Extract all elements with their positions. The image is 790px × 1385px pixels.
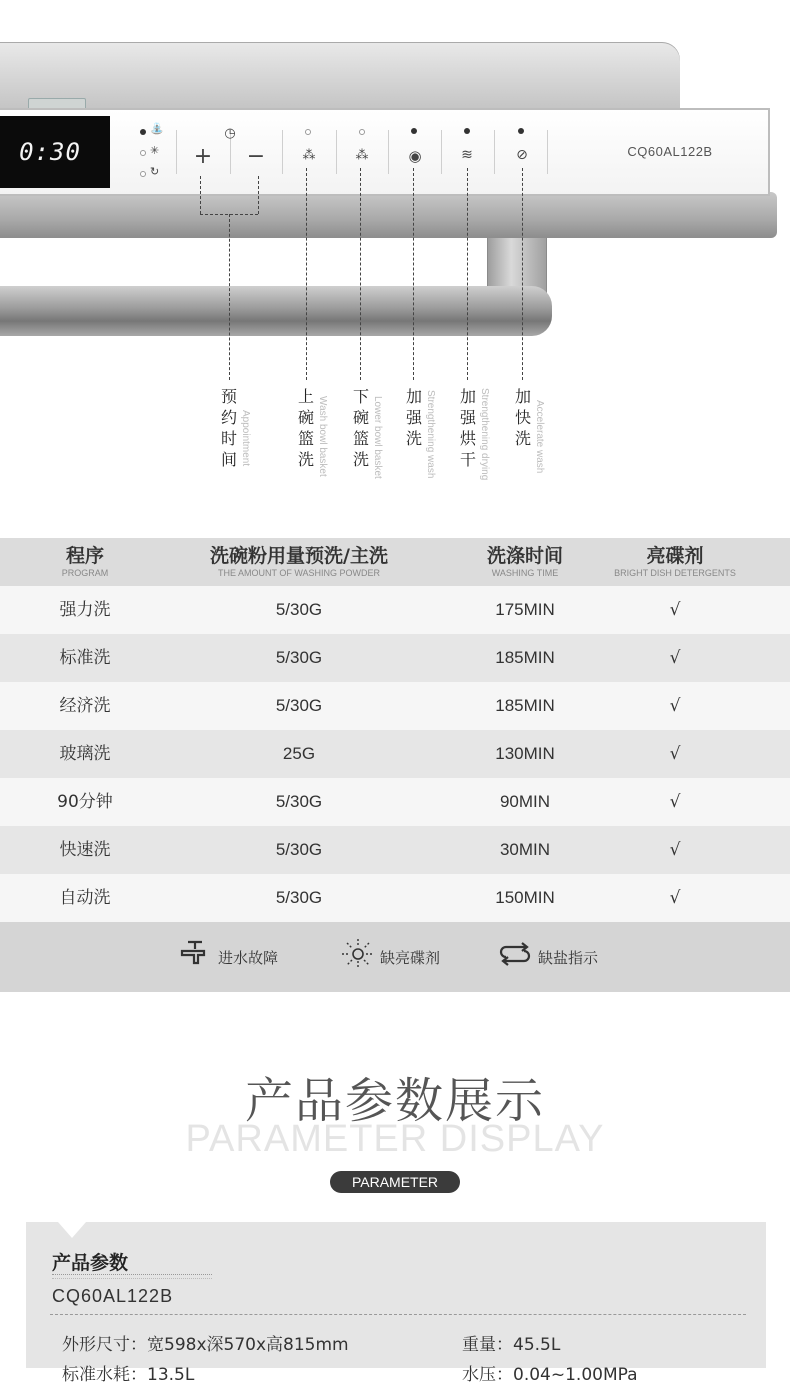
divider (50, 1314, 746, 1315)
minus-button[interactable]: − (246, 144, 266, 169)
divider (388, 130, 389, 174)
table-row (0, 730, 790, 778)
callout-intensive-dry: 加强烘干 (459, 387, 476, 469)
callout-intensive-wash: 加强洗 (405, 387, 422, 448)
legend-item (496, 942, 598, 972)
clock-icon: ◷ (224, 126, 236, 141)
program-table (0, 538, 790, 922)
program-name: 自动洗 (59, 888, 111, 908)
legend-label: 进水故障 (218, 948, 279, 967)
sparkle-icon: ✳ (150, 144, 160, 157)
spec-value: 0.04~1.00MPa (513, 1365, 638, 1385)
parameter-badge: PARAMETER (330, 1171, 460, 1193)
divider (547, 130, 548, 174)
detergent-check: √ (669, 696, 681, 716)
column-header-detergent: 亮碟剂 BRIGHT DISH DETERGENTS (614, 545, 736, 578)
divider (176, 130, 177, 174)
wash-time: 30MIN (499, 840, 551, 859)
lower-basket-button[interactable]: ⁂ (355, 148, 369, 163)
water-supply-icon: ⛲ (150, 122, 164, 135)
led-lower-basket (359, 129, 365, 135)
column-header-time: 洗涤时间 WASHING TIME (486, 545, 563, 578)
control-panel-illustration (0, 0, 790, 530)
callout-appointment-en: Appointment (240, 410, 251, 467)
spec-label: 水压： (462, 1365, 513, 1385)
wash-time: 175MIN (495, 600, 555, 619)
callout-appointment: 预约时间 (220, 387, 237, 469)
detergent-check: √ (669, 840, 681, 860)
indicator-dot (140, 150, 146, 156)
powder-amount: 5/30G (275, 792, 323, 811)
plus-button[interactable]: + (193, 144, 213, 169)
spec-value: 45.5L (513, 1335, 561, 1355)
program-name: 经济洗 (59, 696, 111, 716)
powder-amount: 25G (282, 744, 316, 763)
detergent-check: √ (669, 600, 681, 620)
program-name: 玻璃洗 (59, 744, 111, 764)
callout-line (306, 168, 307, 380)
parameter-model: CQ60AL122B (52, 1286, 174, 1306)
powder-amount: 5/30G (275, 600, 323, 619)
indicator-dot (140, 129, 146, 135)
divider (282, 130, 283, 174)
fast-wash-button[interactable]: ⊘ (516, 147, 528, 163)
divider (494, 130, 495, 174)
wash-time: 130MIN (495, 744, 555, 763)
led-fast (518, 128, 524, 134)
heading-underline (52, 1274, 212, 1279)
intensive-dry-button[interactable]: ≋ (461, 147, 473, 163)
spec-value: 13.5L (147, 1365, 195, 1385)
callout-fast-wash: 加快洗 (514, 387, 531, 448)
faucet-icon (180, 939, 214, 975)
table-row (0, 778, 790, 826)
panel-base (0, 192, 777, 238)
table-row (0, 634, 790, 682)
callout-line (258, 176, 259, 214)
spec-weight (462, 1330, 560, 1355)
callout-line (413, 168, 414, 380)
table-header (0, 538, 790, 586)
legend-item (340, 942, 440, 972)
callout-line (522, 168, 523, 380)
callout-line (200, 176, 201, 214)
detergent-check: √ (669, 888, 681, 908)
spec-label: 外形尺寸： (62, 1335, 147, 1355)
legend-label: 缺亮碟剂 (380, 948, 441, 967)
callout-intensive-wash-en: Strengthening wash (425, 390, 436, 479)
table-row (0, 682, 790, 730)
display-time: 0:30 (19, 138, 81, 166)
divider (336, 130, 337, 174)
program-name: 标准洗 (59, 648, 111, 668)
callout-upper-basket-en: Wash bowl basket (317, 396, 328, 477)
callout-lower-basket: 下碗篮洗 (352, 387, 369, 469)
powder-amount: 5/30G (275, 840, 323, 859)
detergent-check: √ (669, 792, 681, 812)
panel-model: CQ60AL122B (627, 144, 713, 159)
program-name: 90分钟 (57, 792, 113, 812)
indicator-dot (140, 171, 146, 177)
led-intensive (411, 128, 417, 134)
callout-line (360, 168, 361, 380)
callout-fast-wash-en: Accelerate wash (534, 400, 545, 474)
callout-line (467, 168, 468, 380)
legend-label: 缺盐指示 (538, 948, 599, 967)
spec-label: 标准水耗： (62, 1365, 147, 1385)
callout-line (229, 214, 230, 380)
spec-dimensions (62, 1330, 349, 1355)
intensive-wash-button[interactable]: ◉ (408, 147, 422, 165)
wash-time: 185MIN (495, 648, 555, 667)
legend-item (180, 942, 278, 972)
powder-amount: 5/30G (275, 696, 323, 715)
program-name: 快速洗 (59, 840, 111, 860)
table-row (0, 586, 790, 634)
callout-intensive-dry-en: Strengthening drying (479, 388, 490, 481)
detergent-check: √ (669, 648, 681, 668)
sparkle-icon (340, 938, 376, 976)
callout-lower-basket-en: Lower bowl basket (372, 396, 383, 479)
section-title: 产品参数展示 (244, 1073, 545, 1129)
wash-time: 150MIN (495, 888, 555, 907)
led-dry (464, 128, 470, 134)
upper-basket-button[interactable]: ⁂ (302, 148, 316, 163)
column-header-program: 程序 PROGRAM (61, 545, 109, 578)
detergent-check: √ (669, 744, 681, 764)
parameter-heading: 产品参数 (52, 1252, 129, 1274)
spec-value: 宽598x深570x高815mm (147, 1335, 349, 1355)
led-upper-basket (305, 129, 311, 135)
spec-water-use (62, 1360, 194, 1385)
column-header-powder: 洗碗粉用量预洗/主洗 THE AMOUNT OF WASHING POWDER (210, 545, 388, 578)
section-title-en: PARAMETER DISPLAY (185, 1118, 605, 1160)
powder-amount: 5/30G (275, 648, 323, 667)
wash-time: 90MIN (499, 792, 551, 811)
card-notch (58, 1222, 86, 1238)
table-row (0, 874, 790, 922)
powder-amount: 5/30G (275, 888, 323, 907)
indicator-legend (0, 922, 790, 992)
spec-label: 重量： (462, 1335, 513, 1355)
callout-upper-basket: 上碗篮洗 (297, 387, 314, 469)
program-name: 强力洗 (59, 600, 111, 620)
cycle-arrows-icon: ↻ (150, 165, 160, 178)
wash-time: 185MIN (495, 696, 555, 715)
divider (441, 130, 442, 174)
cycle-arrows-icon (496, 939, 534, 975)
door-handle (0, 286, 552, 336)
spec-water-pressure (462, 1360, 638, 1385)
table-row (0, 826, 790, 874)
